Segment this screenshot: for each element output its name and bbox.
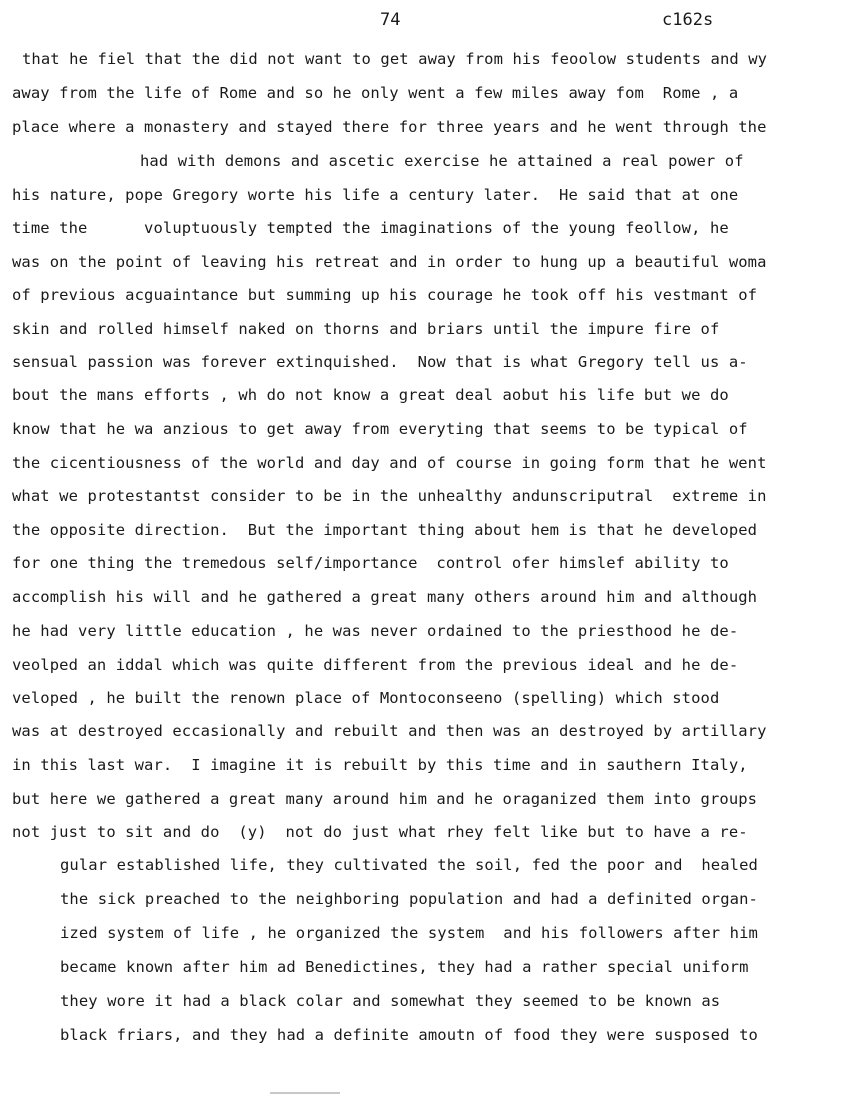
text-line: his nature, pope Gregory worte his life a century later. He said that at one bbox=[12, 186, 739, 204]
text-line: not just to sit and do (y) not do just what rhey felt like but to have a re- bbox=[12, 823, 748, 841]
text-line: bout the mans efforts , wh do not know a great deal aobut his life but we do bbox=[12, 386, 729, 404]
text-line: veloped , he built the renown place of Montoconseeno (spelling) which stood bbox=[12, 689, 720, 707]
text-line: place where a monastery and stayed there for three years and he went through the bbox=[12, 118, 767, 136]
text-line: the opposite direction. But the important thing about hem is that he developed bbox=[12, 521, 758, 539]
text-line: had with demons and ascetic exercise he attained a real power of bbox=[140, 152, 744, 170]
text-line: the sick preached to the neighboring population and had a definited organ- bbox=[60, 890, 758, 908]
text-line: gular established life, they cultivated the soil, fed the poor and healed bbox=[60, 856, 758, 874]
text-line: ized system of life , he organized the system and his followers after him bbox=[60, 924, 758, 942]
text-line: was at destroyed eccasionally and rebuilt and then was an destroyed by artillary bbox=[12, 722, 767, 740]
page-number: 74 bbox=[380, 10, 401, 30]
text-line: black friars, and they had a definite amoutn of food they were susposed to bbox=[60, 1026, 758, 1044]
text-line: he had very little education , he was never ordained to the priesthood he de- bbox=[12, 622, 739, 640]
text-line: of previous acguaintance but summing up his courage he took off his vestmant of bbox=[12, 286, 758, 304]
text-line: became known after him ad Benedictines, they had a rather special uniform bbox=[60, 958, 749, 976]
text-line: sensual passion was forever extinquished. Now that is what Gregory tell us a- bbox=[12, 353, 748, 371]
text-line: veolped an iddal which was quite different from the previous ideal and he de- bbox=[12, 656, 739, 674]
text-line: but here we gathered a great many around him and he oraganized them into groups bbox=[12, 790, 758, 808]
text-line: the cicentiousness of the world and day and of course in going form that he went bbox=[12, 454, 767, 472]
bottom-smudge bbox=[270, 1092, 340, 1094]
text-line: accomplish his will and he gathered a great many others around him and although bbox=[12, 588, 758, 606]
text-line: in this last war. I imagine it is rebuilt by this time and in sauthern Italy, bbox=[12, 756, 748, 774]
text-line: time the voluptuously tempted the imaginations of the young feollow, he bbox=[12, 219, 729, 237]
text-line: they wore it had a black colar and somewhat they seemed to be known as bbox=[60, 992, 721, 1010]
text-line: skin and rolled himself naked on thorns and briars until the impure fire of bbox=[12, 320, 720, 338]
text-line: that he fiel that the did not want to get away from his feoolow students and wy bbox=[22, 50, 768, 68]
document-code: c162s bbox=[662, 10, 714, 30]
text-line: know that he wa anzious to get away from everyting that seems to be typical of bbox=[12, 420, 748, 438]
text-line: what we protestantst consider to be in the unhealthy andunscriputral extreme in bbox=[12, 487, 767, 505]
text-line: was on the point of leaving his retreat and in order to hung up a beautiful woma bbox=[12, 253, 767, 271]
text-line: away from the life of Rome and so he only went a few miles away fom Rome , a bbox=[12, 84, 739, 102]
text-line: for one thing the tremedous self/importance control ofer himslef ability to bbox=[12, 554, 729, 572]
